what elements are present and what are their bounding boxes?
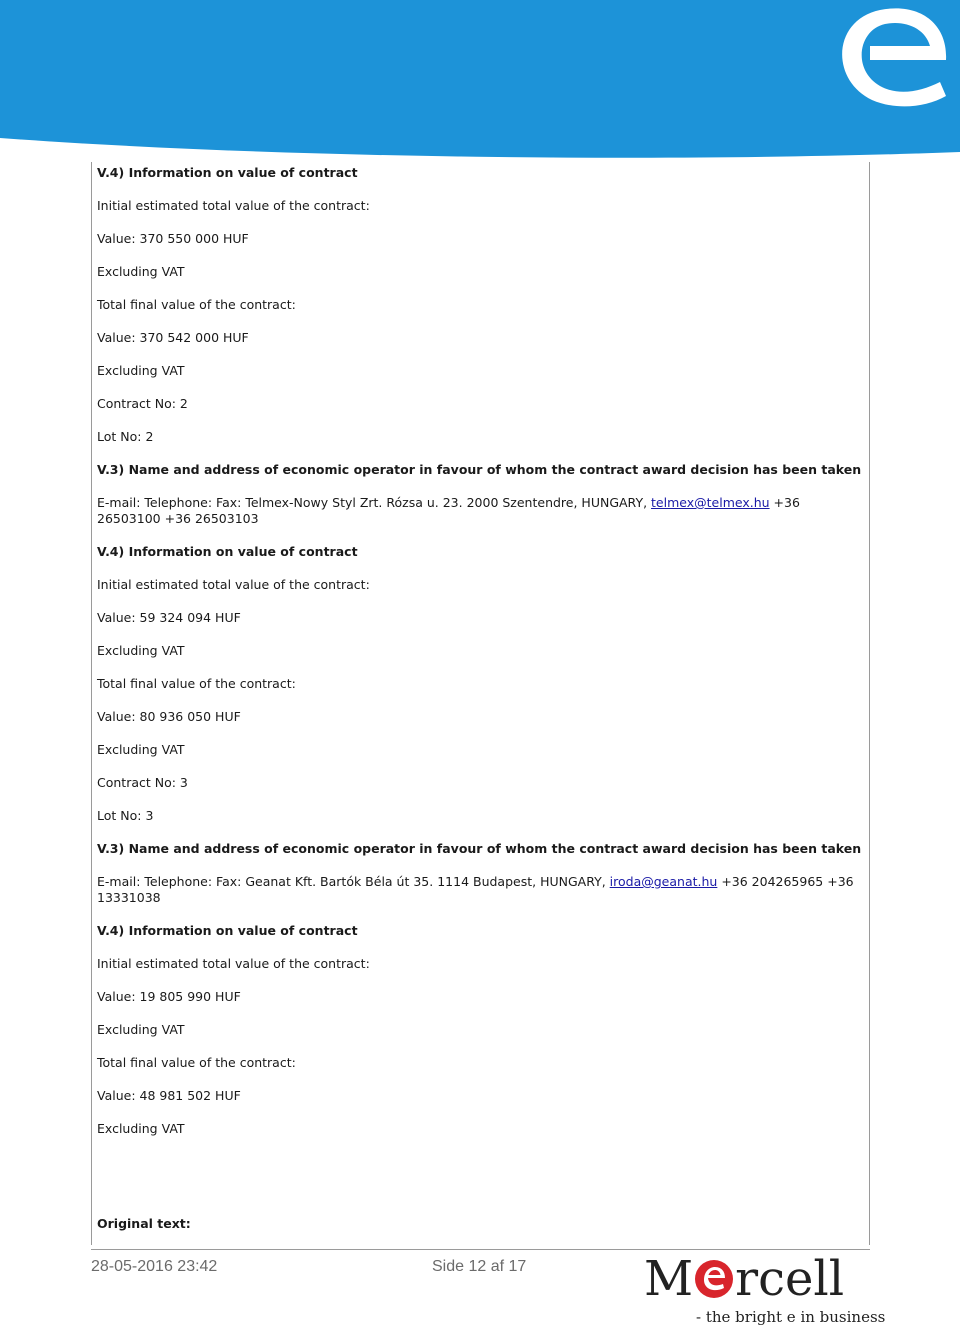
address-text: E-mail: Telephone: Fax: Geanat Kft. Bartók Béla út 35. 1114 Budapest, HUNGARY, <box>97 874 610 889</box>
text-line: Initial estimated total value of the contract: <box>97 956 370 971</box>
mercell-logo <box>640 1251 886 1329</box>
red-e-icon <box>693 1256 735 1292</box>
logo-tagline: - the bright e in business <box>696 1308 886 1326</box>
lot-number: Lot No: 2 <box>97 429 154 444</box>
operator-address <box>97 874 862 906</box>
section-heading: V.4) Information on value of contract <box>97 923 358 938</box>
text-line: Initial estimated total value of the contract: <box>97 198 370 213</box>
value-line: Value: 19 805 990 HUF <box>97 989 241 1004</box>
footer-date: 28-05-2016 23:42 <box>91 1258 218 1275</box>
footer-divider <box>91 1249 870 1250</box>
contract-number: Contract No: 3 <box>97 775 188 790</box>
section-heading: V.4) Information on value of contract <box>97 544 358 559</box>
text-line: Excluding VAT <box>97 363 185 378</box>
email-link[interactable]: telmex@telmex.hu <box>651 495 770 510</box>
header-band <box>0 0 960 162</box>
phone-text: +36 26503100 +36 26503103 <box>97 495 800 526</box>
value-line: Value: 370 542 000 HUF <box>97 330 249 345</box>
phone-text: +36 204265965 +36 13331038 <box>97 874 854 905</box>
value-line: Value: 370 550 000 HUF <box>97 231 249 246</box>
logo-word-start: M <box>644 1251 694 1307</box>
text-line: Total final value of the contract: <box>97 676 296 691</box>
lot-number: Lot No: 3 <box>97 808 154 823</box>
document-frame <box>91 162 870 1245</box>
value-line: Value: 48 981 502 HUF <box>97 1088 241 1103</box>
email-link[interactable]: iroda@geanat.hu <box>609 874 718 889</box>
footer-page-number: Side 12 af 17 <box>432 1258 527 1275</box>
text-line: Excluding VAT <box>97 1121 185 1136</box>
logo-wordmark <box>644 1252 844 1306</box>
original-text-label: Original text: <box>97 1216 191 1231</box>
contract-number: Contract No: 2 <box>97 396 188 411</box>
section-heading: V.3) Name and address of economic operator in favour of whom the contract award decision has been taken <box>97 841 862 856</box>
text-line: Excluding VAT <box>97 742 185 757</box>
text-line: Total final value of the contract: <box>97 1055 296 1070</box>
operator-address <box>97 495 862 527</box>
logo-word-end: rcell <box>735 1251 845 1307</box>
section-heading: V.4) Information on value of contract <box>97 165 358 180</box>
text-line: Excluding VAT <box>97 643 185 658</box>
value-line: Value: 59 324 094 HUF <box>97 610 241 625</box>
value-line: Value: 80 936 050 HUF <box>97 709 241 724</box>
text-line: Excluding VAT <box>97 264 185 279</box>
text-line: Excluding VAT <box>97 1022 185 1037</box>
text-line: Initial estimated total value of the contract: <box>97 577 370 592</box>
text-line: Total final value of the contract: <box>97 297 296 312</box>
section-heading: V.3) Name and address of economic operator in favour of whom the contract award decision has been taken <box>97 462 862 477</box>
address-text: E-mail: Telephone: Fax: Telmex-Nowy Styl Zrt. Rózsa u. 23. 2000 Szentendre, HUNGARY, <box>97 495 652 510</box>
